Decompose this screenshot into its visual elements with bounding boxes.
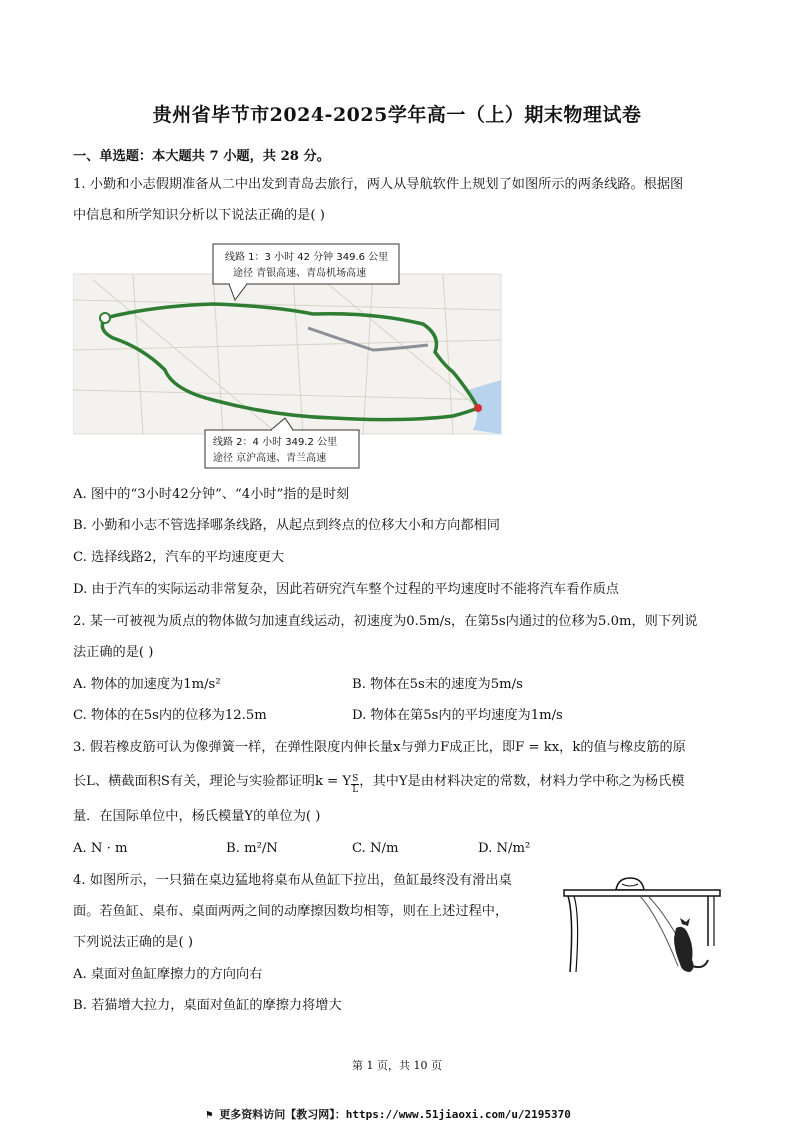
q1-stem-line1: 1. 小勤和小志假期准备从二中出发到青岛去旅行，两人从导航软件上规划了如图所示的两条线路。根据图 [73,177,684,192]
q3-option-d: D. N/m² [478,841,531,856]
q3-stem-line2: 长L、横截面积S有关，理论与实验都证明k = Y $\frac{S}{L}$ ，其中Y是由材料决定的常数，材料力学中称之为杨氏模 [73,774,685,795]
q2-option-d: D. 物体在第5s内的平均速度为1m/s [352,708,563,723]
q1-option-b: B. 小勤和小志不管选择哪条线路，从起点到终点的位移大小和方向都相同 [73,518,500,533]
q3-option-b: B. m²/N [226,841,278,856]
q3-stem-line1: 3. 假若橡皮筋可认为像弹簧一样，在弹性限度内伸长量x与弹力F成正比，即F = kx，k的值与橡皮筋的原 [73,740,686,755]
q4-option-a: A. 桌面对鱼缸摩擦力的方向向右 [73,967,263,982]
q3-stem-line3: 量．在国际单位中，杨氏模量Y的单位为( ) [73,809,321,824]
s-over-l-fraction: $\frac{S}{L}$ [352,774,359,795]
q2-option-a: A. 物体的加速度为1m/s² [73,677,221,692]
q4-stem-line1: 4. 如图所示，一只猫在桌边猛地将桌布从鱼缸下拉出，鱼缸最终没有滑出桌 [73,873,512,888]
q4-stem-line2: 面。若鱼缸、桌布、桌面两两之间的动摩擦因数均相等，则在上述过程中， [73,904,509,919]
route1-label-line2: 途径 青银高速、青岛机场高速 [233,268,367,279]
q2-stem-line1: 2. 某一可被视为质点的物体做匀加速直线运动，初速度为0.5m/s，在第5s内通过的位移为5.0m，则下列说 [73,614,698,629]
q4-option-b: B. 若猫增大拉力，桌面对鱼缸的摩擦力将增大 [73,998,342,1013]
route-map-figure [73,240,503,472]
resource-link[interactable]: ⚑ 更多资料访问【教习网】：https://www.51jiaoxi.com/u/2195370 [206,1108,571,1121]
route1-label-line1: 线路 1：3 小时 42 分钟 349.6 公里 [225,252,389,263]
flag-icon: ⚑ [206,1108,220,1121]
q2-stem-line2: 法正确的是( ) [73,645,154,660]
q3-option-c: C. N/m [352,841,399,856]
q2-option-c: C. 物体的在5s内的位移为12.5m [73,708,267,723]
start-marker-icon [100,313,110,323]
route2-label-line2: 途径 京沪高速、青兰高速 [213,453,327,464]
q2-option-b: B. 物体在5s末的速度为5m/s [352,677,523,692]
page-number: 第 1 页，共 10 页 [352,1059,442,1072]
q1-option-d: D. 由于汽车的实际运动非常复杂，因此若研究汽车整个过程的平均速度时不能将汽车看作质点 [73,582,619,597]
end-marker-icon [474,404,482,412]
q4-stem-line3: 下列说法正确的是( ) [73,935,193,950]
q1-option-a: A. 图中的“3小时42分钟”、“4小时”指的是时刻 [73,487,350,502]
section-heading: 一、单选题：本大题共 7 小题，共 28 分。 [73,149,330,164]
cat-icon [674,927,694,972]
q1-option-c: C. 选择线路2，汽车的平均速度更大 [73,550,285,565]
q3-option-a: A. N · m [73,841,128,856]
cat-tablecloth-figure [558,876,722,976]
exam-title: 贵州省毕节市2024-2025学年高一（上）期末物理试卷 [152,104,642,126]
route2-label-line1: 线路 2：4 小时 349.2 公里 [213,437,338,448]
q1-stem-line2: 中信息和所学知识分析以下说法正确的是( ) [73,208,325,223]
